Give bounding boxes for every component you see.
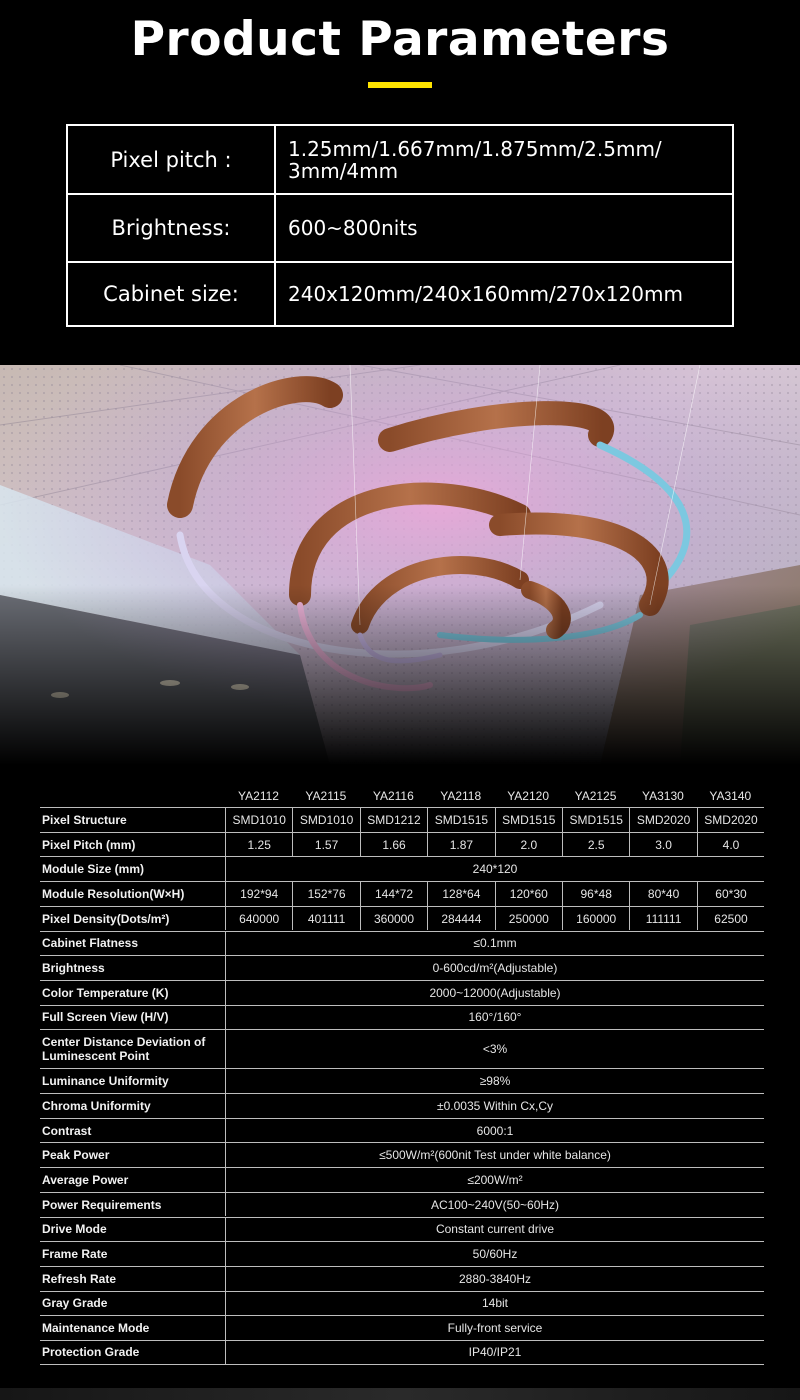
table-cell-span: 6000:1 [225, 1119, 764, 1143]
row-label: Maintenance Mode [42, 1321, 150, 1336]
row-label: Pixel Density(Dots/m²) [42, 911, 170, 926]
table-row [40, 881, 764, 906]
param-label: Brightness: [68, 195, 276, 261]
table-cell: 96*48 [562, 882, 629, 906]
table-cell: 1.66 [360, 833, 427, 857]
page-title: Product Parameters [130, 12, 670, 67]
table-cell: SMD2020 [697, 808, 764, 832]
table-cell-span: 2000~12000(Adjustable) [225, 981, 764, 1005]
table-row [40, 1340, 764, 1365]
table-cell-span: 160°/160° [225, 1006, 764, 1030]
table-cell: 360000 [360, 907, 427, 931]
table-cell-span: ≤0.1mm [225, 932, 764, 956]
model-header: YA2115 [305, 789, 347, 803]
table-row [40, 1029, 764, 1068]
table-cell: 401111 [292, 907, 359, 931]
table-cell: SMD1515 [562, 808, 629, 832]
table-cell-span: <3% [225, 1030, 764, 1068]
table-cell-span: 240*120 [225, 857, 764, 881]
table-cell: SMD1515 [495, 808, 562, 832]
row-label: Peak Power [42, 1148, 110, 1163]
row-label: Protection Grade [42, 1345, 140, 1360]
param-label: Cabinet size: [68, 263, 276, 325]
table-row [40, 980, 764, 1005]
table-cell: 2.5 [562, 833, 629, 857]
table-cell: 120*60 [495, 882, 562, 906]
param-value: 1.25mm/1.667mm/1.875mm/2.5mm/ 3mm/4mm [288, 136, 662, 183]
table-cell-span: 2880-3840Hz [225, 1267, 764, 1291]
product-parameters-table [66, 124, 734, 327]
wooden-ring-chandelier-photo-icon [0, 365, 800, 765]
model-header: YA2120 [507, 789, 549, 803]
table-row [40, 1118, 764, 1143]
model-header: YA2118 [440, 789, 482, 803]
row-label: Luminance Uniformity [42, 1074, 169, 1089]
model-header: YA3140 [709, 789, 752, 803]
table-cell-span: IP40/IP21 [225, 1341, 764, 1364]
table-cell: 640000 [225, 907, 292, 931]
table-row [40, 1167, 764, 1192]
table-cell-span: 0-600cd/m²(Adjustable) [225, 956, 764, 980]
table-cell: 4.0 [697, 833, 764, 857]
table-cell: 152*76 [292, 882, 359, 906]
row-label: Drive Mode [42, 1222, 107, 1237]
table-cell: SMD1515 [427, 808, 494, 832]
row-label: Power Requirements [42, 1197, 162, 1212]
table-cell: 128*64 [427, 882, 494, 906]
chandelier-photo [0, 365, 800, 765]
table-cell-span: ≥98% [225, 1069, 764, 1093]
table-row [40, 1266, 764, 1291]
param-row-cabinet-size [68, 261, 732, 325]
table-cell-span: ≤500W/m²(600nit Test under white balance) [225, 1143, 764, 1167]
table-cell: 1.25 [225, 833, 292, 857]
row-label: Pixel Structure [42, 812, 127, 827]
table-row [40, 1068, 764, 1093]
table-cell: SMD2020 [629, 808, 696, 832]
row-label: Contrast [42, 1123, 92, 1138]
table-row [40, 906, 764, 931]
table-row [40, 1142, 764, 1167]
table-cell-span: AC100~240V(50~60Hz) [225, 1193, 764, 1217]
model-header: YA3130 [641, 789, 684, 803]
row-label: Brightness [42, 961, 105, 976]
row-label: Frame Rate [42, 1247, 108, 1262]
row-label: Module Resolution(W×H) [42, 886, 185, 901]
table-cell: SMD1010 [292, 808, 359, 832]
row-label: Average Power [42, 1172, 129, 1187]
table-cell-span: Fully-front service [225, 1316, 764, 1340]
table-cell: 2.0 [495, 833, 562, 857]
table-cell: 144*72 [360, 882, 427, 906]
table-row [40, 1093, 764, 1118]
param-row-pixel-pitch [68, 126, 732, 193]
table-cell: 60*30 [697, 882, 764, 906]
specification-table [40, 807, 764, 1365]
bottom-band [0, 1388, 800, 1400]
table-row [40, 931, 764, 956]
table-cell-span: ±0.0035 Within Cx,Cy [225, 1094, 764, 1118]
table-cell: 111111 [629, 907, 696, 931]
row-label: Cabinet Flatness [42, 936, 139, 951]
row-label: Center Distance Deviation of Luminescent Point [42, 1035, 206, 1064]
model-header: YA2125 [574, 789, 617, 803]
table-row [40, 1315, 764, 1340]
row-label: Full Screen View (H/V) [42, 1010, 169, 1025]
table-cell-span: 50/60Hz [225, 1242, 764, 1266]
table-cell: 80*40 [629, 882, 696, 906]
table-cell: 1.57 [292, 833, 359, 857]
table-row [40, 832, 764, 857]
param-value: 240x120mm/240x160mm/270x120mm [288, 282, 683, 306]
table-cell: 250000 [495, 907, 562, 931]
table-row [40, 1291, 764, 1316]
row-label: Refresh Rate [42, 1271, 117, 1286]
table-row [40, 856, 764, 881]
model-header: YA2116 [372, 789, 414, 803]
table-cell: SMD1010 [225, 808, 292, 832]
row-label: Chroma Uniformity [42, 1098, 151, 1113]
table-row [40, 1192, 764, 1217]
row-label: Pixel Pitch (mm) [42, 837, 136, 852]
table-row [40, 1241, 764, 1266]
table-row [40, 955, 764, 980]
header-section [0, 0, 800, 365]
table-cell-span: Constant current drive [225, 1218, 764, 1242]
table-row [40, 1217, 764, 1242]
table-cell: 1.87 [427, 833, 494, 857]
table-cell: 192*94 [225, 882, 292, 906]
table-cell-span: 14bit [225, 1292, 764, 1316]
param-row-brightness [68, 193, 732, 261]
row-label: Color Temperature (K) [42, 985, 169, 1000]
row-label: Module Size (mm) [42, 862, 145, 877]
table-row [40, 1005, 764, 1030]
table-cell: SMD1212 [360, 808, 427, 832]
table-cell: 284444 [427, 907, 494, 931]
table-cell: 62500 [697, 907, 764, 931]
param-label: Pixel pitch : [68, 126, 276, 193]
table-cell-span: ≤200W/m² [225, 1168, 764, 1192]
model-header: YA2112 [238, 789, 279, 803]
table-cell: 160000 [562, 907, 629, 931]
table-cell: 3.0 [629, 833, 696, 857]
title-underline [368, 82, 432, 88]
table-row [40, 807, 764, 832]
row-label: Gray Grade [42, 1296, 108, 1311]
param-value: 600~800nits [288, 216, 418, 240]
specification-section [0, 765, 800, 1400]
